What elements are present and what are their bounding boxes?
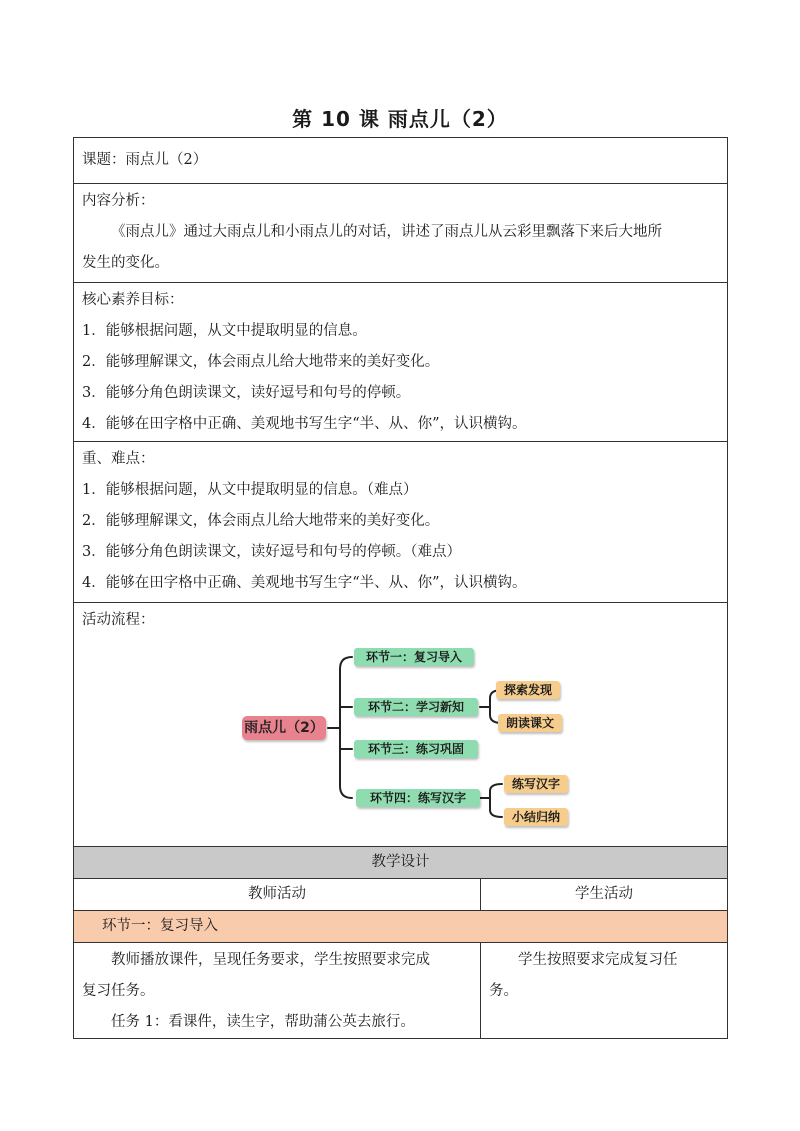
- activity-mind-map: [82, 636, 719, 846]
- goal-item: 3．能够分角色朗读课文，读好逗号和句号的停顿。: [82, 385, 411, 401]
- goals-row: [74, 283, 728, 442]
- column-header-row: [74, 879, 728, 911]
- keypoint-item: 2．能够理解课文，体会雨点儿给大地带来的美好变化。: [82, 513, 440, 529]
- content-row: [74, 184, 728, 283]
- student-activity-line2: 务。: [489, 983, 518, 999]
- mind-map-step-3: 环节三：练习巩固: [354, 740, 478, 758]
- keypoint-item: 3．能够分角色朗读课文，读好逗号和句号的停顿。（难点）: [82, 544, 461, 560]
- design-header-row: [74, 847, 728, 879]
- keypoint-item: 4．能够在田字格中正确、美观地书写生字“半、从、你”，认识横钩。: [82, 575, 527, 591]
- goals-cell: [74, 283, 728, 442]
- content-cell: [74, 184, 728, 283]
- teacher-activity-line1: 教师播放课件，呈现任务要求，学生按照要求完成: [111, 952, 430, 968]
- keypoints-cell: [74, 442, 728, 603]
- connector-trunk: [340, 657, 352, 798]
- content-heading: 内容分析：: [82, 193, 155, 209]
- mind-map-step-4: 环节四：练写汉字: [356, 789, 480, 807]
- goal-item: 4．能够在田字格中正确、美观地书写生字“半、从、你”，认识横钩。: [82, 416, 527, 432]
- goal-item: 1．能够根据问题，从文中提取明显的信息。: [82, 323, 367, 339]
- content-paragraph-line1: 《雨点儿》通过大雨点儿和小雨点儿的对话，讲述了雨点儿从云彩里飘落下来后大地所: [111, 224, 662, 240]
- student-activity-line1: 学生按照要求完成复习任: [518, 952, 678, 968]
- content-paragraph-line2: 发生的变化。: [82, 255, 169, 271]
- mind-map-sub-write: 练写汉字: [504, 775, 568, 793]
- stage1-heading-cell: [74, 911, 728, 943]
- stage1-row: [74, 911, 728, 943]
- mind-map-step-2: 环节二：学习新知: [354, 698, 478, 716]
- student-column-header: 学生活动: [481, 879, 728, 911]
- goals-heading: 核心素养目标：: [82, 292, 184, 308]
- keypoint-item: 1．能够根据问题，从文中提取明显的信息。（难点）: [82, 482, 418, 498]
- mind-map-sub-explore: 探索发现: [496, 681, 560, 699]
- mind-map-root: 雨点儿（2）: [242, 716, 326, 740]
- design-heading: 教学设计: [74, 847, 728, 879]
- teacher-column-header: 教师活动: [74, 879, 481, 911]
- flow-cell: [74, 603, 728, 847]
- keypoints-row: [74, 442, 728, 603]
- topic-text: 课题：雨点儿（2）: [82, 152, 208, 168]
- topic-cell: [74, 138, 728, 184]
- teacher-activity-line2: 复习任务。: [82, 983, 155, 999]
- teacher-activity-cell: [74, 943, 481, 1039]
- stage1-heading: 环节一：复习导入: [102, 918, 218, 934]
- flow-row: [74, 603, 728, 847]
- lesson-plan-table: [73, 137, 728, 1039]
- connector-step4-branch: [490, 784, 502, 817]
- stage1-content-row: [74, 943, 728, 1039]
- topic-row: [74, 138, 728, 184]
- page-title: 第 10 课 雨点儿（2）: [292, 107, 508, 131]
- teacher-activity-line3: 任务 1：看课件，读生字，帮助蒲公英去旅行。: [111, 1014, 415, 1030]
- goal-item: 2．能够理解课文，体会雨点儿给大地带来的美好变化。: [82, 354, 440, 370]
- mind-map-sub-summary: 小结归纳: [504, 808, 568, 826]
- flow-heading: 活动流程：: [82, 612, 155, 628]
- mind-map-sub-read: 朗读课文: [498, 714, 562, 732]
- student-activity-cell: [481, 943, 728, 1039]
- mind-map-step-1: 环节一：复习导入: [354, 648, 474, 666]
- keypoints-heading: 重、难点：: [82, 451, 155, 467]
